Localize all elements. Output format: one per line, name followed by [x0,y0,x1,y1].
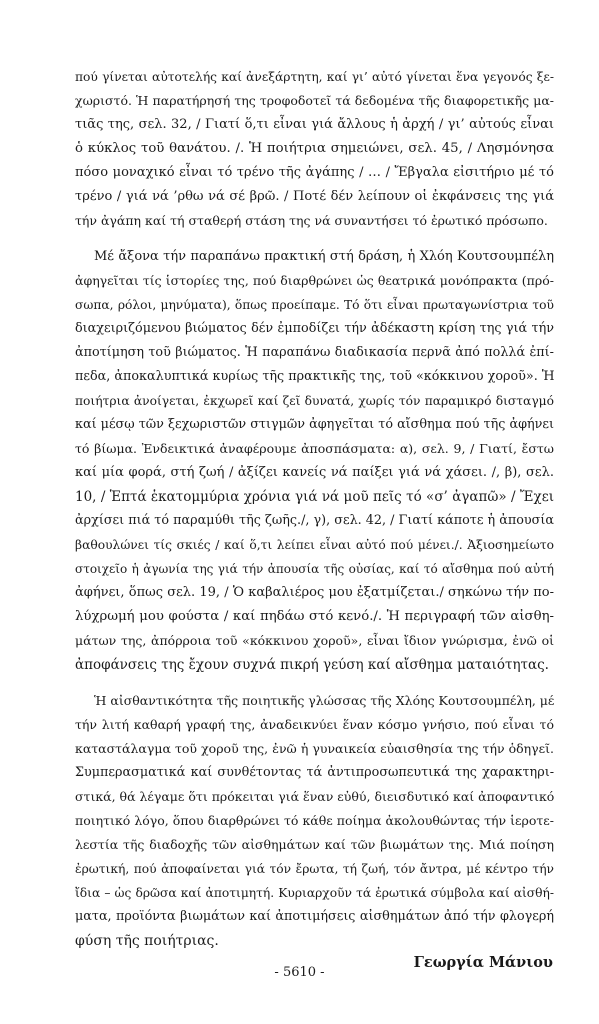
paragraph-3-line-4: Συμπερασματικά καί συνθέτοντας τά ἀντιπροσωπευτικά της χαρακτηρι- [75,765,554,780]
paragraph-1-line-3: τιᾶς της, σελ. 32, / Γιατί ὅ,τι εἶναι γιά ἄλλους ἡ ἀρχή / γι’ αὐτούς εἶναι [75,117,554,132]
paragraph-2-line-12: ἀρχίσει πιά τό παραμύθι τῆς ζωῆς./, γ), σελ. 42, / Γιατί κάποτε ἡ ἀπουσία [75,513,554,528]
paragraph-1-line-1: πού γίνεται αὐτοτελής καί ἀνεξάρτητη, καί γι’ αὐτό γίνεται ἕνα γεγονός ξε- [75,70,554,84]
paragraph-2-line-13: βαθουλώνει τίς σκιές / καί ὅ,τι λείπει εἶναι αὐτό πού μένει./. Ἀξιοσημείωτο [75,538,554,552]
paragraph-1-line-4: ὁ κύκλος τοῦ θανάτου. /. Ἡ ποιήτρια σημειώνει, σελ. 45, / Λησμόνησα [75,141,554,156]
paragraph-2-line-5: ἀποτίμηση τοῦ βιώματος. Ἡ παραπάνω διαδικασία περνᾶ ἀπό πολλά ἐπί- [75,345,554,360]
page-number: - 5610 - [274,965,325,980]
paragraph-2-line-16: λύχρωμή μου φούστα / καί πηδάω στό κενό./. Ἡ περιγραφή τῶν αἰσθη- [75,609,554,624]
paragraph-3-line-1: Ἡ αἰσθαντικότητα τῆς ποιητικῆς γλώσσας τῆς Χλόης Κουτσουμπέλη, μέ [94,693,554,708]
author-signature: Γεωργία Μάνιου [413,954,553,971]
paragraph-3-line-9: ἴδια – ὡς δρῶσα καί ἀποτιμητή. Κυριαρχοῦν τά ἐρωτικά σύμβολα καί αἰσθή- [75,886,554,900]
paragraph-3-line-3: καταστάλαγμα τοῦ χοροῦ της, ἐνῶ ἡ γυναικεία εὐαισθησία της τήν ὁδηγεῖ. [75,741,554,756]
paragraph-3-line-5: στικά, θά λέγαμε ὅτι πρόκειται γιά ἕναν εὐθύ, διεισδυτικό καί ἀποφαντικό [75,789,554,804]
paragraph-3-line-11: φύση τῆς ποιήτριας. [75,933,219,949]
paragraph-1-line-2: χωριστό. Ἡ παρατήρησή της τροφοδοτεῖ τά δεδομένα τῆς διαφορετικῆς μα- [75,93,554,108]
paragraph-2-line-8: καί μέσῳ τῶν ξεχωριστῶν στιγμῶν ἀφηγεῖται τό αἴσθημα πού τῆς ἀφήνει [75,417,554,432]
paragraph-1-line-6: τρένο / γιά νά ’ρθω νά σέ βρῶ. / Ποτέ δέν λείπουν οἱ ἐκφάνσεις της γιά [75,189,554,204]
paragraph-2-line-11: 10, / Ἑπτά ἑκατομμύρια χρόνια γιά νά μοῦ πεῖς τό «σ’ ἀγαπῶ» / Ἔχει [75,489,554,505]
paragraph-2-line-18: ἀποφάνσεις της ἔχουν συχνά πικρή γεύση καί αἴσθημα ματαιότητας. [75,657,549,673]
paragraph-1-line-5: πόσο μοναχικό εἶναι τό τρένο τῆς ἀγάπης / … / Ἔβγαλα εἰσιτήριο μέ τό [75,165,554,180]
paragraph-1-line-7: τήν ἀγάπη καί τή σταθερή στάση της νά συναντήσει τό ἐρωτικό πρόσωπο. [75,213,548,228]
paragraph-2-line-14: στοιχεῖο ἡ ἀγωνία της γιά τήν ἀπουσία τῆς οὐσίας, καί τό αἴσθημα πού αὐτή [75,562,554,576]
paragraph-2-line-15: ἀφήνει, ὅπως σελ. 19, / Ὁ καβαλιέρος μου ἐξατμίζεται./ σηκώνω τήν πο- [75,585,554,600]
paragraph-2-line-10: καί μία φορά, στή ζωή / ἀξίζει κανείς νά παίξει γιά νά χάσει. /, β), σελ. [75,465,554,480]
paragraph-2-line-2: ἀφηγεῖται τίς ἱστορίες της, πού διαρθρώνει ὡς θεατρικά μονόπρακτα (πρό- [75,273,554,288]
paragraph-3-line-7: λεστία τῆς διαδοχῆς τῶν αἰσθημάτων καί τῶν βιωμάτων της. Μιά ποίηση [75,837,554,852]
paragraph-2-line-7: ποιήτρια ἀνοίγεται, ἐκχωρεῖ καί ζεῖ δυνατά, χωρίς τόν παραμικρό δισταγμό [75,394,554,408]
paragraph-2-line-9: τό βίωμα. Ἐνδεικτικά ἀναφέρουμε ἀποσπάσματα: α), σελ. 9, / Γιατί, ἔστω [75,441,554,456]
paragraph-2-line-17: μάτων της, ἀπόρροια τοῦ «κόκκινου χοροῦ», εἶναι ἴδιον γνώρισμα, ἐνῶ οἱ [75,633,554,648]
paragraph-3-line-6: ποιητικό λόγο, ὅπου διαρθρώνει τό κάθε ποίημα ἀκολουθώντας τήν ἱεροτε- [75,813,554,828]
paragraph-2-line-1: Μέ ἄξονα τήν παραπάνω πρακτική στή δράση, ἡ Χλόη Κουτσουμπέλη [94,249,554,264]
paragraph-3-line-10: ματα, προϊόντα βιωμάτων καί ἀποτιμήσεις αἰσθημάτων ἀπό τήν φλογερή [75,909,554,924]
paragraph-2-line-3: σωπα, ρόλοι, μηνύματα), ὅπως προείπαμε. Τό ὅτι εἶναι πρωταγωνίστρια τοῦ [75,298,554,312]
paragraph-2-line-6: πεδα, ἀποκαλυπτικά κυρίως τῆς πρακτικῆς της, τοῦ «κόκκινου χοροῦ». Ἡ [75,369,554,384]
paragraph-3-line-8: ἐρωτική, πού ἀποφαίνεται γιά τόν ἔρωτα, τή ζωή, τόν ἄντρα, μέ κέντρο τήν [75,862,554,876]
paragraph-2-line-4: διαχειριζόμενου βιώματος δέν ἐμποδίζει τήν ἀδέκαστη κρίση της γιά τήν [75,321,554,336]
paragraph-3-line-2: τήν λιτή καθαρή γραφή της, ἀναδεικνύει ἕναν κόσμο γνήσιο, πού εἶναι τό [75,717,554,732]
